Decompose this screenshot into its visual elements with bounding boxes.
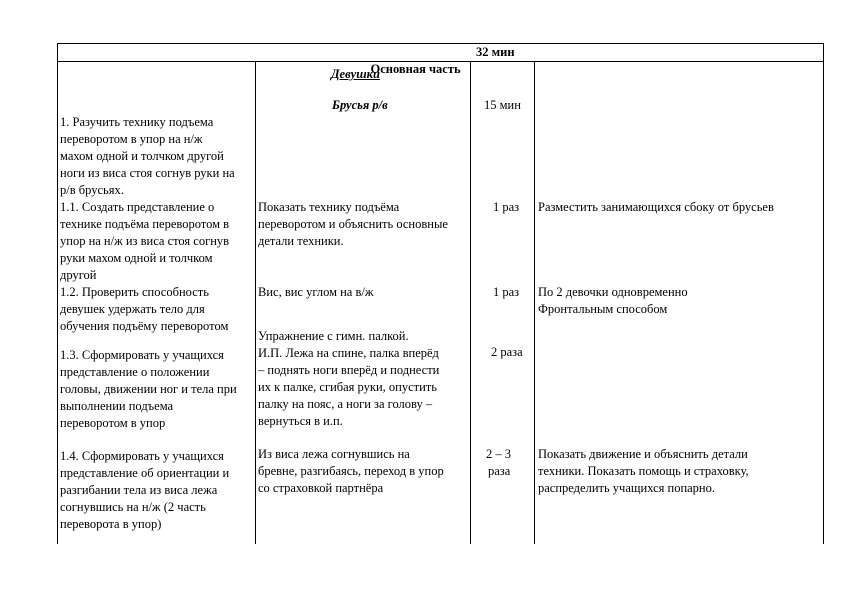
content-1-3-line-5: палку на пояс, а ноги за голову – [258,397,433,411]
task-1-line-1: 1. Разучить технику подъема [60,115,214,129]
content-1-3-line-6: вернуться в и.п. [258,414,343,428]
task-1-3-line-5: переворотом в упор [60,416,166,430]
content-1-4-line-3: со страховкой партнёра [258,481,384,495]
task-1-1-line-2: технике подъёма переворотом в [60,217,230,231]
task-1-3-line-3: головы, движении ног и тела при [60,382,237,396]
table-left-border [57,43,58,544]
content-1-4-line-1: Из виса лежа согнувшись на [258,447,410,461]
task-1-line-2: переворотом в упор на н/ж [60,132,203,146]
dosage-1-4-line-2: раза [488,464,511,478]
task-1-4-line-5: переворота в упор) [60,517,162,531]
content-1-3-line-4: их к палке, сгибая руки, опустить [258,380,437,394]
task-1-1-line-4: руки махом одной и толчком [60,251,213,265]
notes-1-4-line-1: Показать движение и объяснить детали [538,447,748,461]
task-1-4-line-3: разгибании тела из виса лежа [60,483,218,497]
task-1-1-line-3: упор на н/ж из виса стоя согнув [60,234,230,248]
task-1-4-line-4: согнувшись на н/ж (2 часть [60,500,206,514]
apparatus-label: Брусья р/в [332,98,388,112]
dosage-1-4-line-1: 2 – 3 [486,447,511,461]
task-1-1-line-1: 1.1. Создать представление о [60,200,215,214]
content-1-4-line-2: бревне, разгибаясь, переход в упор [258,464,444,478]
task-1-line-5: р/в брусьях. [60,183,124,197]
notes-1-2-line-2: Фронтальным способом [538,302,668,316]
task-1-3-line-4: выполнении подъема [60,399,174,413]
dosage-1-1: 1 раз [493,200,520,214]
task-1-3-line-1: 1.3. Сформировать у учащихся [60,348,224,362]
content-1-1-line-3: детали техники. [258,234,344,248]
column-divider-3 [534,61,535,544]
content-1-2-line-1: Вис, вис углом на в/ж [258,285,374,299]
apparatus-time: 15 мин [484,98,521,112]
notes-1-4-line-3: распределить учащихся попарно. [538,481,715,495]
section-duration: 32 мин [476,45,515,59]
task-1-2-line-2: девушек удержать тело для [60,302,205,316]
notes-1-1-line-1: Разместить занимающихся сбоку от брусьев [538,200,774,214]
content-1-3-line-3: – поднять ноги вперёд и поднести [258,363,440,377]
task-1-4-line-1: 1.4. Сформировать у учащихся [60,449,224,463]
content-1-3-line-1: Упражнение с гимн. палкой. [258,329,409,343]
notes-1-2-line-1: По 2 девочки одновременно [538,285,688,299]
task-1-1-line-5: другой [60,268,97,282]
task-1-line-3: махом одной и толчком другой [60,149,224,163]
dosage-1-2: 1 раз [493,285,520,299]
content-1-1-line-1: Показать технику подъёма [258,200,400,214]
content-1-3-line-2: И.П. Лежа на спине, палка вперёд [258,346,439,360]
task-1-line-4: ноги из виса стоя согнув руки на [60,166,235,180]
task-1-3-line-2: представление о положении [60,365,210,379]
task-1-4-line-2: представление об ориентации и [60,466,230,480]
task-1-2-line-3: обучения подъёму переворотом [60,319,229,333]
notes-1-4-line-2: техники. Показать помощь и страховку, [538,464,749,478]
column-divider-2 [470,61,471,544]
task-1-2-line-1: 1.2. Проверить способность [60,285,209,299]
column-divider-1 [255,61,256,544]
group-label: Девушки [331,67,380,81]
dosage-1-3: 2 раза [491,345,523,359]
content-1-1-line-2: переворотом и объяснить основные [258,217,448,231]
section-title-label: Основная часть [370,62,461,76]
table-right-border [823,43,824,544]
